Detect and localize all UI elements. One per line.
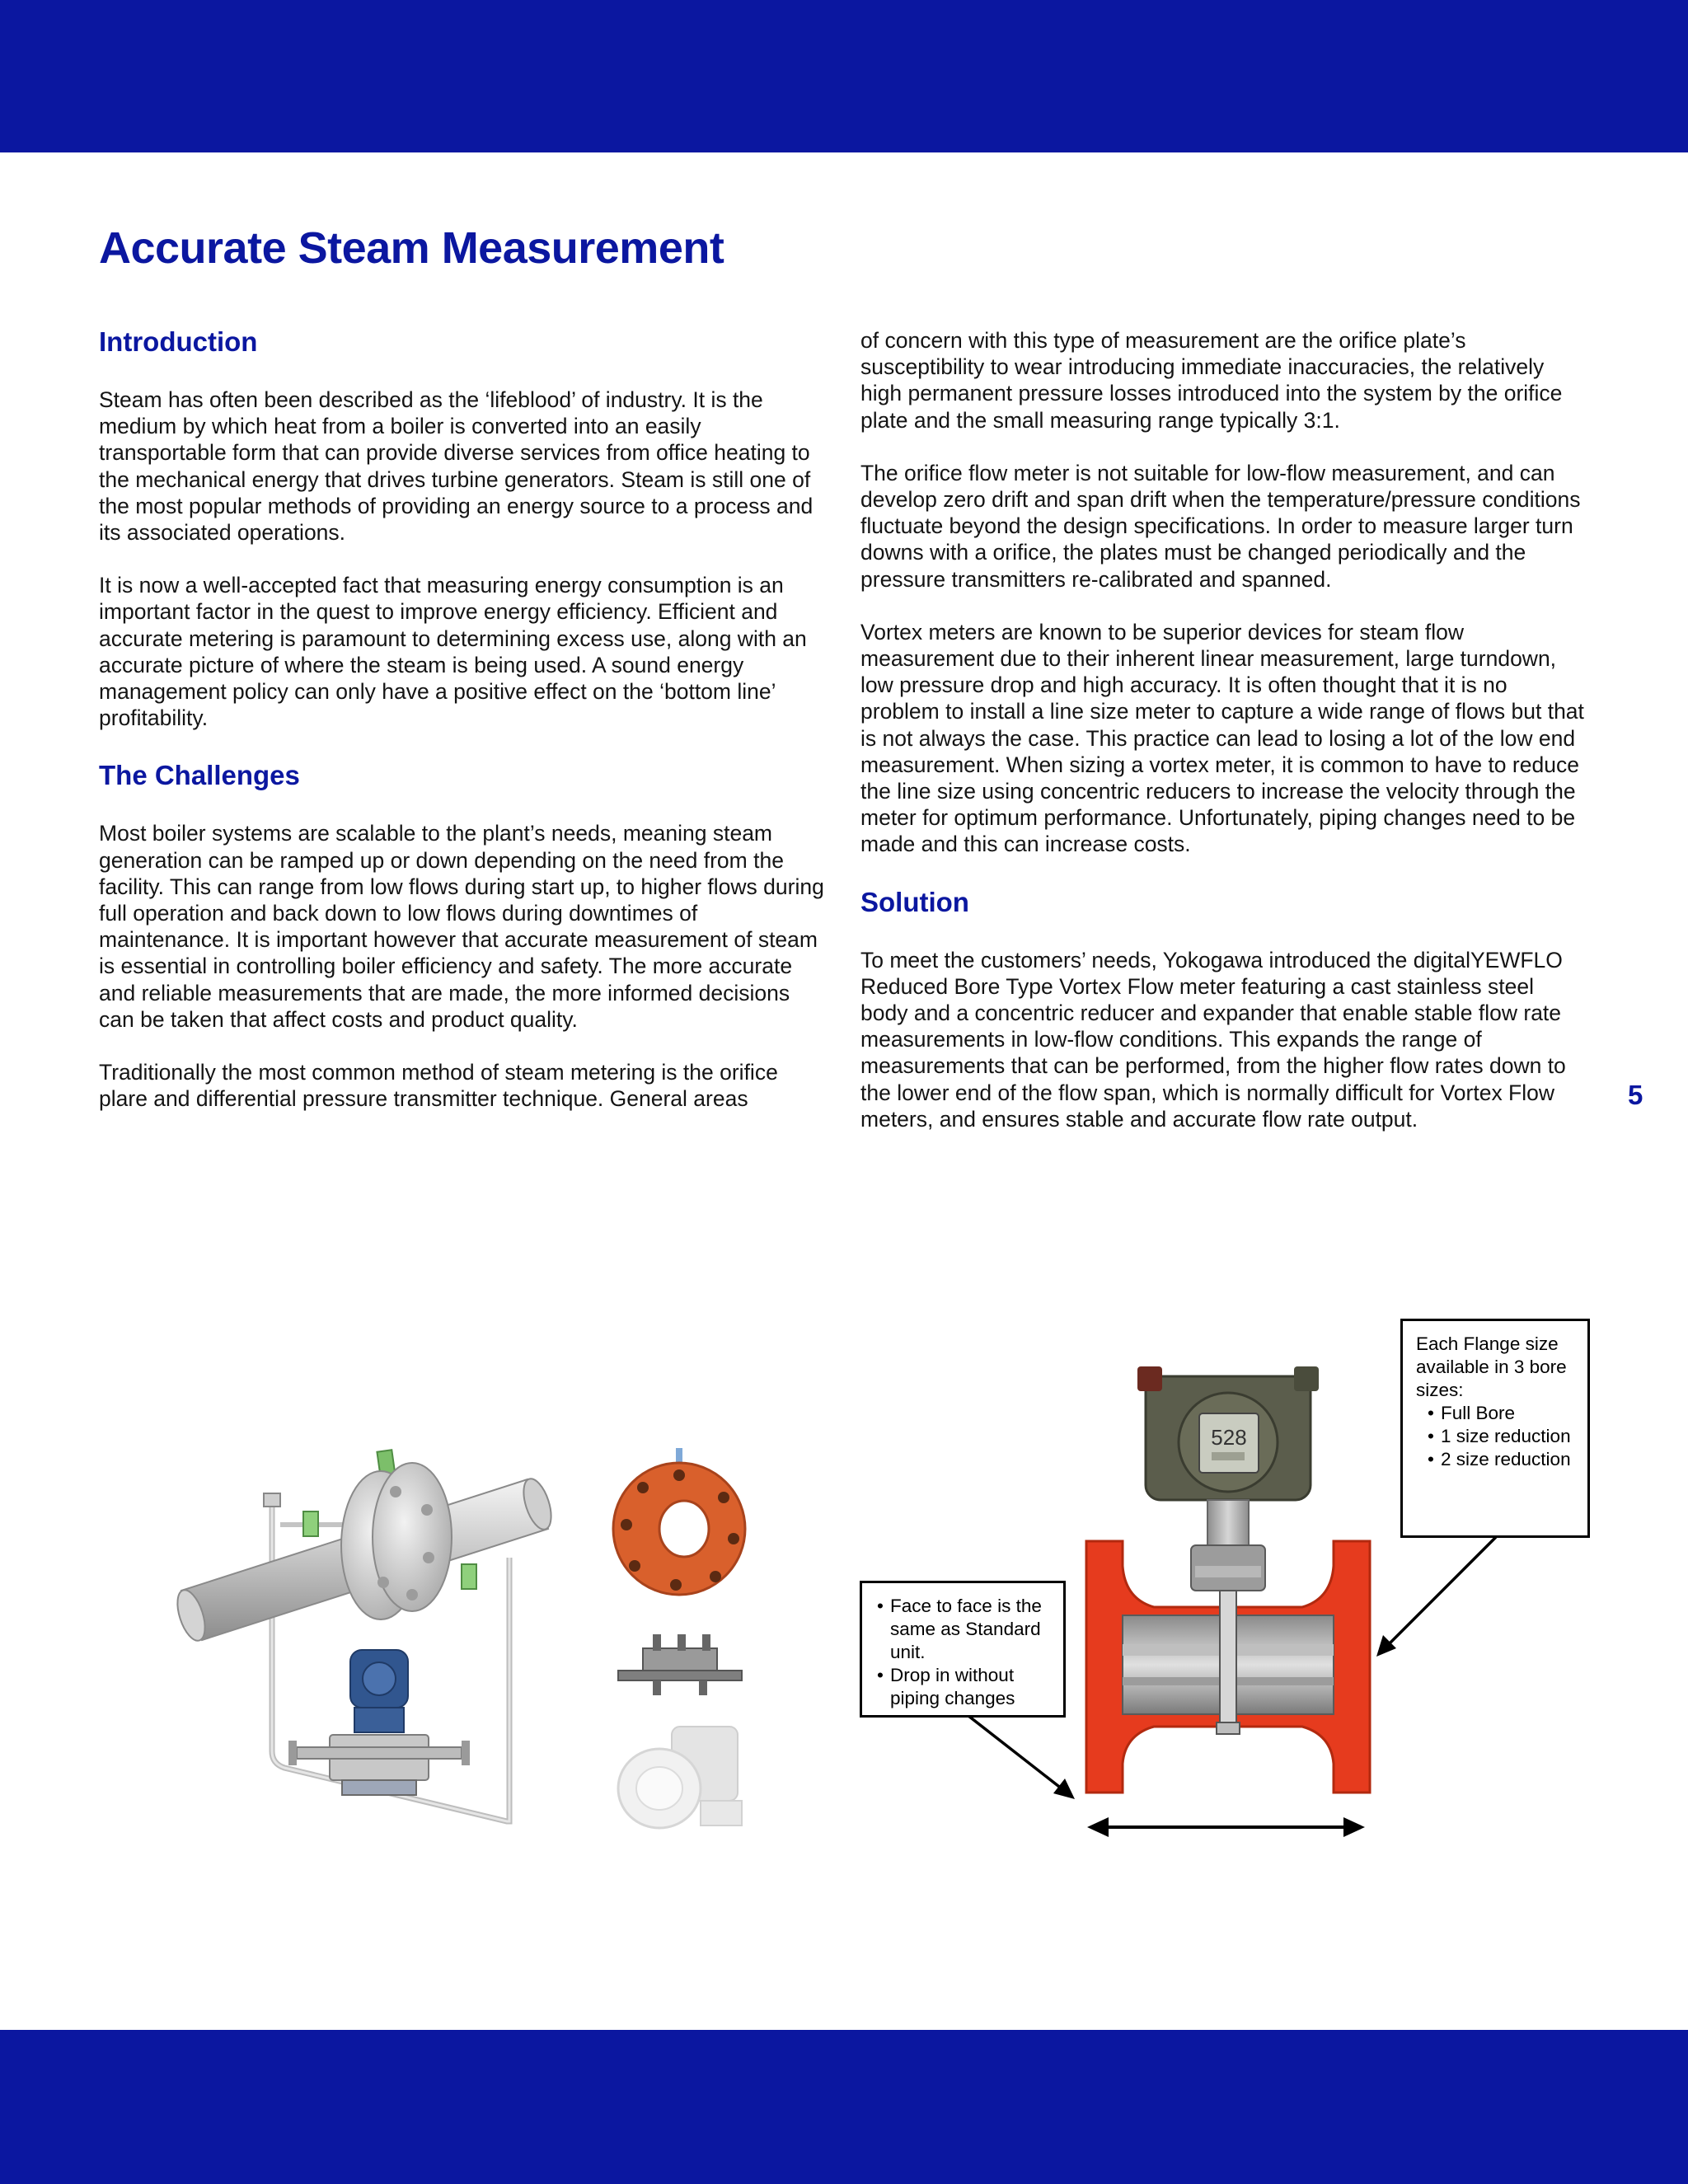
section-heading-challenges: The Challenges: [99, 760, 300, 791]
callout-intro: Each Flange size available in 3 bore sizes:: [1416, 1333, 1567, 1400]
right-column: [860, 327, 1586, 1132]
paragraph: of concern with this type of measurement are the orifice plate’s susceptibility to wear introducing immediate inaccuracies, the relatively high permanent pressure losses introduced into the system by the orifice plate and the small measuring range typically 3:1.: [860, 328, 1563, 433]
paragraph: It is now a well-accepted fact that measuring energy consumption is an important factor in the quest to improve energy efficiency. Efficient and accurate metering is paramount to determining excess use, along with an accurate picture of where the steam is being used. A sound energy management policy can only have a positive effect on the ‘bottom line’ profitability.: [99, 573, 807, 731]
callout-bullet: • Face to face is the same as Standard unit.: [875, 1595, 1052, 1664]
callout-bullet: • Full Bore: [1416, 1402, 1576, 1425]
callout-bullet: • Drop in without piping changes: [875, 1664, 1052, 1710]
section-heading-solution: Solution: [860, 886, 969, 917]
left-column: [99, 326, 824, 1112]
face-to-face-dimension-arrow: [1084, 1809, 1368, 1845]
paragraph: The orifice flow meter is not suitable for low-flow measurement, and can develop zero drift and span drift when the temperature/pressure conditions fluctuate beyond the design specifications. In order to measure larger turn downs with a orifice, the plates must be changed periodically and the pressure transmitters re-calibrated and spanned.: [860, 460, 1581, 592]
svg-text:528: 528: [1211, 1425, 1247, 1450]
component-stack-illustration: [602, 1446, 767, 1858]
paragraph: To meet the customers’ needs, Yokogawa introduced the digitalYEWFLO Reduced Bore Type Vortex Flow meter featuring a cast stainless steel body and a concentric reducer and expander that enable stable flow rate measurements in low-flow conditions. This expands the range of measurements that can be performed, from the higher flow rates down to the lower end of the flow span, which is normally difficult for Vortex Flow meters, and ensures stable and accurate flow rate output.: [860, 947, 1566, 1132]
callout-bullet: • 2 size reduction: [1416, 1448, 1576, 1471]
paragraph: Most boiler systems are scalable to the plant’s needs, meaning steam generation can be ramped up or down depending on the need from the facility. This can range from low flows during start up, to higher flows during full operation and back down to low flows during downtimes of maintenance. It is important however that accurate measurement of steam is essential in controlling boiler efficiency and safety. The more accurate and reliable measurements that are made, the more informed decisions can be taken that affect costs and product quality.: [99, 821, 824, 1032]
callout-bullet: • 1 size reduction: [1416, 1425, 1576, 1448]
callout-flange-sizes: [1400, 1319, 1590, 1538]
orifice-assembly-illustration: [165, 1434, 560, 1830]
paragraph: Steam has often been described as the ‘lifeblood’ of industry. It is the medium by which heat from a boiler is converted into an easily transportable form that can provide diverse services from office heating to the mechanical energy that drives turbine generators. Steam is still one of the most popular methods of providing an energy source to a process and its associated operations.: [99, 387, 814, 546]
paragraph: Vortex meters are known to be superior devices for steam flow measurement due to their inherent linear measurement, large turndown, low pressure drop and high accuracy. It is often thought that it is no problem to install a line size meter to capture a wide range of flows but that is not always the case. This practice can lead to losing a lot of the low end measurement. When sizing a vortex meter, it is common to have to reduce the line size using concentric reducers to increase the velocity through the meter for optimum performance. Unfortunately, piping changes need to be made and this can increase costs.: [860, 619, 1584, 857]
paragraph: Traditionally the most common method of steam metering is the orifice plare and differential pressure transmitter technique. General areas: [99, 1060, 778, 1112]
page-title: Accurate Steam Measurement: [99, 223, 724, 273]
section-heading-introduction: Introduction: [99, 326, 258, 357]
callout-face-to-face: [860, 1581, 1066, 1718]
page-number: 5: [1628, 1080, 1643, 1110]
header-band: [0, 0, 1688, 152]
footer-band: [0, 2030, 1688, 2184]
